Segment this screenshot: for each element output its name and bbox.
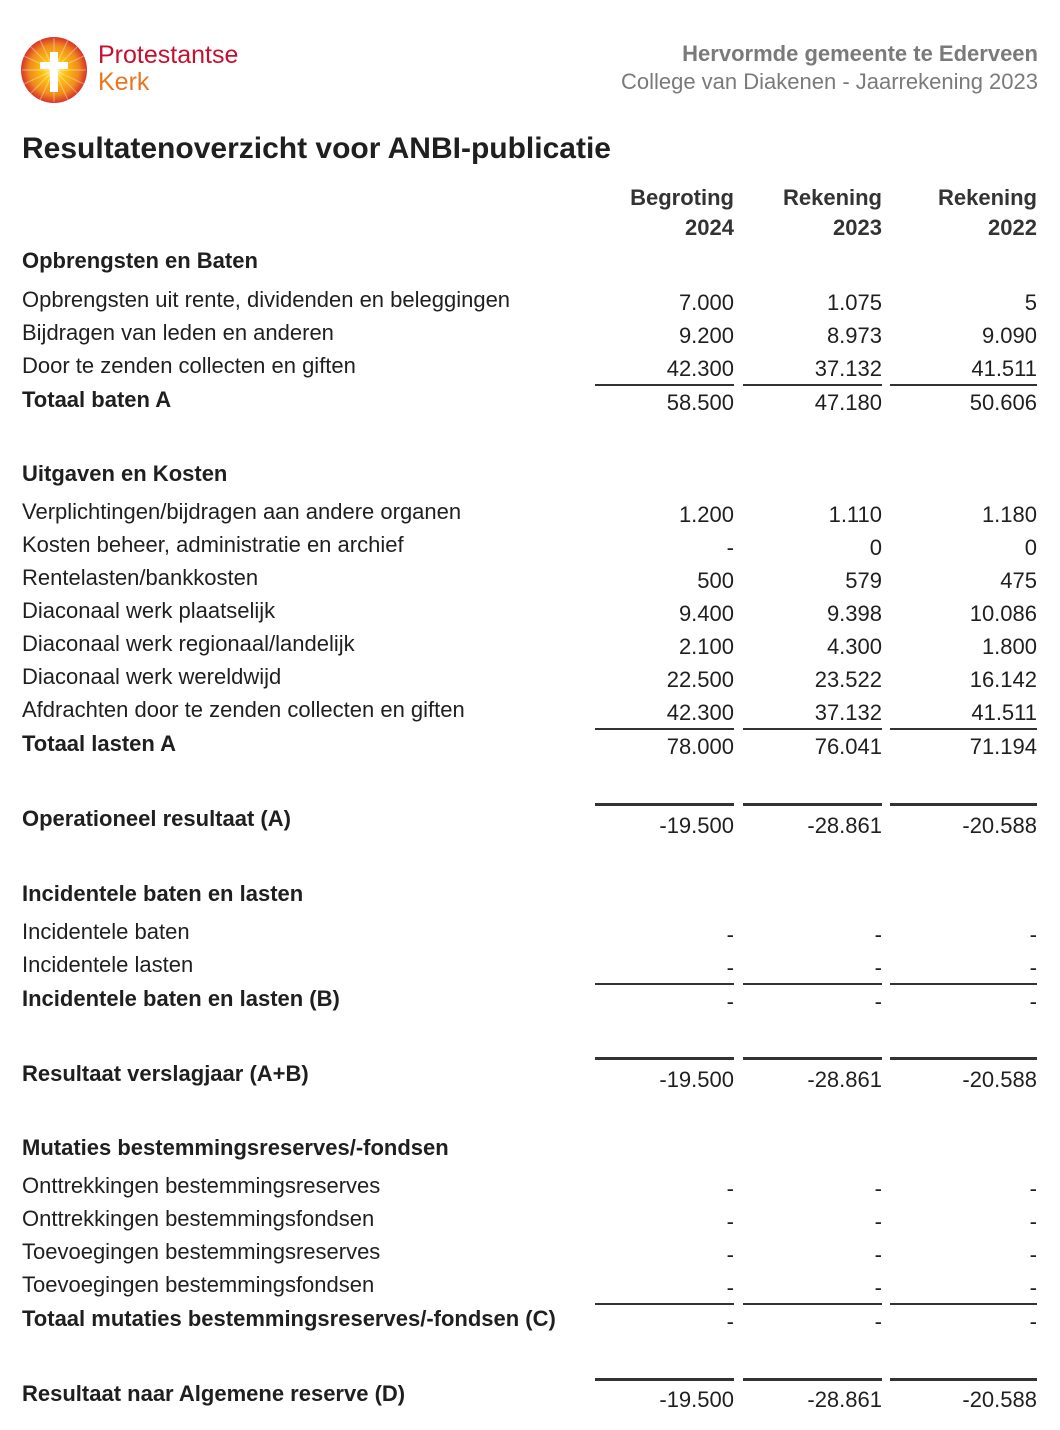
value-rekening-2022: - <box>1029 1209 1037 1234</box>
table-row <box>0 631 1060 664</box>
value-rekening-2022: - <box>1029 1275 1037 1300</box>
result-divider <box>743 1057 882 1060</box>
result-divider <box>595 1057 734 1060</box>
value-begroting-2024: - <box>726 1309 734 1334</box>
value-rekening-2022: - <box>1029 1242 1037 1267</box>
value-rekening-2023: - <box>874 1242 882 1267</box>
value-rekening-2023: 9.398 <box>826 601 882 626</box>
value-rekening-2022: 0 <box>1024 535 1037 560</box>
value-rekening-2022: 1.180 <box>981 502 1037 527</box>
subtotal-divider <box>595 384 734 386</box>
value-rekening-2022: - <box>1029 989 1037 1014</box>
table-row <box>0 1272 1060 1305</box>
column-header-year: 2023 <box>833 215 882 240</box>
section-heading-baten <box>0 248 1060 281</box>
value-rekening-2023: 1.075 <box>826 290 882 315</box>
value-begroting-2024: 1.200 <box>678 502 734 527</box>
value-begroting-2024: - <box>726 1176 734 1201</box>
table-row <box>0 287 1060 320</box>
table-row <box>0 532 1060 565</box>
value-rekening-2023: 579 <box>845 568 882 593</box>
value-begroting-2024: -19.500 <box>659 1387 734 1412</box>
value-begroting-2024: 2.100 <box>678 634 734 659</box>
total-row-resultaat-verslagjaar <box>0 1061 1060 1094</box>
page-title: Resultatenoverzicht voor ANBI-publicatie <box>22 132 611 165</box>
subtotal-divider <box>890 1303 1037 1305</box>
column-header-rekening-2022 <box>887 183 1037 243</box>
value-begroting-2024: - <box>726 535 734 560</box>
row-label: Diaconaal werk plaatselijk <box>22 598 276 623</box>
value-begroting-2024: - <box>726 1209 734 1234</box>
row-label: Opbrengsten uit rente, dividenden en beleggingen <box>22 287 511 312</box>
value-begroting-2024: 42.300 <box>666 356 734 381</box>
organization-header <box>621 40 1038 96</box>
value-rekening-2022: 71.194 <box>969 734 1037 759</box>
row-label: Toevoegingen bestemmingsreserves <box>22 1239 381 1264</box>
section-heading: Incidentele baten en lasten <box>22 881 304 906</box>
value-begroting-2024: 9.200 <box>678 323 734 348</box>
row-label: Incidentele lasten <box>22 952 194 977</box>
value-rekening-2022: 41.511 <box>971 356 1037 381</box>
row-label: Resultaat verslagjaar (A+B) <box>22 1061 309 1086</box>
value-rekening-2022: 50.606 <box>969 390 1037 415</box>
value-rekening-2022: 1.800 <box>981 634 1037 659</box>
value-rekening-2023: 23.522 <box>814 667 882 692</box>
value-rekening-2023: 37.132 <box>814 356 882 381</box>
value-begroting-2024: 9.400 <box>678 601 734 626</box>
subtotal-divider <box>595 728 734 730</box>
value-rekening-2023: 76.041 <box>814 734 882 759</box>
value-rekening-2022: 10.086 <box>969 601 1037 626</box>
value-rekening-2023: - <box>874 1275 882 1300</box>
row-label: Onttrekkingen bestemmingsreserves <box>22 1173 381 1198</box>
table-row <box>0 664 1060 697</box>
subtotal-divider <box>743 1303 882 1305</box>
value-rekening-2023: -28.861 <box>807 1387 882 1412</box>
result-divider <box>890 1057 1037 1060</box>
protestantse-kerk-logo <box>20 36 260 106</box>
row-label: Onttrekkingen bestemmingsfondsen <box>22 1206 375 1231</box>
column-header-label: Begroting <box>630 185 734 210</box>
value-rekening-2023: 4.300 <box>826 634 882 659</box>
value-rekening-2023: 1.110 <box>828 502 882 527</box>
value-begroting-2024: - <box>726 922 734 947</box>
row-label: Toevoegingen bestemmingsfondsen <box>22 1272 375 1297</box>
row-label: Afdrachten door te zenden collecten en giften <box>22 697 465 722</box>
value-rekening-2022: -20.588 <box>962 1067 1037 1092</box>
value-begroting-2024: 58.500 <box>666 390 734 415</box>
table-row <box>0 697 1060 730</box>
subtotal-divider <box>595 983 734 985</box>
section-heading-incidenteel <box>0 881 1060 914</box>
section-heading: Opbrengsten en Baten <box>22 248 258 273</box>
column-header-year: 2024 <box>685 215 734 240</box>
row-label: Door te zenden collecten en giften <box>22 353 356 378</box>
table-row <box>0 1173 1060 1206</box>
value-rekening-2022: - <box>1029 1176 1037 1201</box>
value-rekening-2023: -28.861 <box>807 813 882 838</box>
row-label: Totaal baten A <box>22 387 172 412</box>
value-rekening-2023: - <box>874 955 882 980</box>
value-begroting-2024: 78.000 <box>666 734 734 759</box>
column-header-rekening-2023 <box>732 183 882 243</box>
table-row <box>0 499 1060 532</box>
total-row-lasten <box>0 731 1060 764</box>
subtotal-divider <box>890 728 1037 730</box>
value-rekening-2023: - <box>874 1309 882 1334</box>
row-label: Incidentele baten <box>22 919 190 944</box>
value-rekening-2022: -20.588 <box>962 813 1037 838</box>
column-header-label: Rekening <box>937 185 1037 210</box>
row-label: Kosten beheer, administratie en archief <box>22 532 404 557</box>
section-heading-lasten <box>0 461 1060 494</box>
total-row-mutaties <box>0 1306 1060 1339</box>
section-heading-mutaties <box>0 1135 1060 1168</box>
subtotal-divider <box>743 384 882 386</box>
logo-text-kerk: Kerk <box>98 68 150 96</box>
row-label: Rentelasten/bankkosten <box>22 565 259 590</box>
row-label: Totaal mutaties bestemmingsreserves/-fondsen (C) <box>22 1306 556 1331</box>
value-begroting-2024: 42.300 <box>666 700 734 725</box>
table-row <box>0 598 1060 631</box>
row-label: Diaconaal werk regionaal/landelijk <box>22 631 355 656</box>
value-begroting-2024: - <box>726 1275 734 1300</box>
section-heading: Uitgaven en Kosten <box>22 461 228 486</box>
value-begroting-2024: 7.000 <box>678 290 734 315</box>
value-begroting-2024: -19.500 <box>659 813 734 838</box>
value-rekening-2022: - <box>1029 1309 1037 1334</box>
value-rekening-2022: 9.090 <box>981 323 1037 348</box>
row-label: Verplichtingen/bijdragen aan andere organen <box>22 499 462 524</box>
value-rekening-2022: 16.142 <box>969 667 1037 692</box>
value-rekening-2023: 37.132 <box>814 700 882 725</box>
subtotal-divider <box>890 384 1037 386</box>
table-row <box>0 1239 1060 1272</box>
total-row-incidenteel <box>0 986 1060 1019</box>
value-rekening-2022: 475 <box>1000 568 1037 593</box>
column-header-year: 2022 <box>988 215 1037 240</box>
row-label: Incidentele baten en lasten (B) <box>22 986 340 1011</box>
row-label: Diaconaal werk wereldwijd <box>22 664 282 689</box>
table-row <box>0 320 1060 353</box>
row-label: Bijdragen van leden en anderen <box>22 320 334 345</box>
section-heading: Mutaties bestemmingsreserves/-fondsen <box>22 1135 449 1160</box>
table-row <box>0 565 1060 598</box>
church-cross-logo-icon <box>20 36 88 104</box>
value-rekening-2022: -20.588 <box>962 1387 1037 1412</box>
value-begroting-2024: - <box>726 1242 734 1267</box>
column-header-label: Rekening <box>782 185 882 210</box>
value-rekening-2023: - <box>874 922 882 947</box>
value-begroting-2024: -19.500 <box>659 1067 734 1092</box>
organization-subtitle: College van Diakenen - Jaarrekening 2023 <box>620 69 1038 94</box>
value-rekening-2023: 8.973 <box>826 323 882 348</box>
logo-text-protestantse: Protestantse <box>98 41 239 69</box>
value-rekening-2022: 41.511 <box>971 700 1037 725</box>
subtotal-divider <box>595 1303 734 1305</box>
value-rekening-2023: - <box>874 1209 882 1234</box>
table-row <box>0 353 1060 386</box>
row-label: Totaal lasten A <box>22 731 177 756</box>
value-begroting-2024: 22.500 <box>666 667 734 692</box>
table-row <box>0 1206 1060 1239</box>
value-begroting-2024: - <box>726 989 734 1014</box>
column-header-begroting-2024 <box>584 183 734 243</box>
value-rekening-2023: -28.861 <box>807 1067 882 1092</box>
subtotal-divider <box>743 728 882 730</box>
total-row-algemene-reserve <box>0 1381 1060 1414</box>
value-begroting-2024: - <box>726 955 734 980</box>
value-rekening-2022: 5 <box>1024 290 1037 315</box>
subtotal-divider <box>743 983 882 985</box>
value-rekening-2023: - <box>874 1176 882 1201</box>
subtotal-divider <box>890 983 1037 985</box>
row-label: Operationeel resultaat (A) <box>22 806 291 831</box>
value-rekening-2023: - <box>874 989 882 1014</box>
organization-name: Hervormde gemeente te Ederveen <box>682 41 1038 66</box>
table-row <box>0 952 1060 985</box>
value-rekening-2023: 0 <box>869 535 882 560</box>
value-rekening-2022: - <box>1029 922 1037 947</box>
table-row <box>0 919 1060 952</box>
value-begroting-2024: 500 <box>697 568 734 593</box>
total-row-baten <box>0 387 1060 420</box>
row-label: Resultaat naar Algemene reserve (D) <box>22 1381 406 1406</box>
value-rekening-2022: - <box>1029 955 1037 980</box>
total-row-operationeel-resultaat <box>0 806 1060 839</box>
value-rekening-2023: 47.180 <box>814 390 882 415</box>
